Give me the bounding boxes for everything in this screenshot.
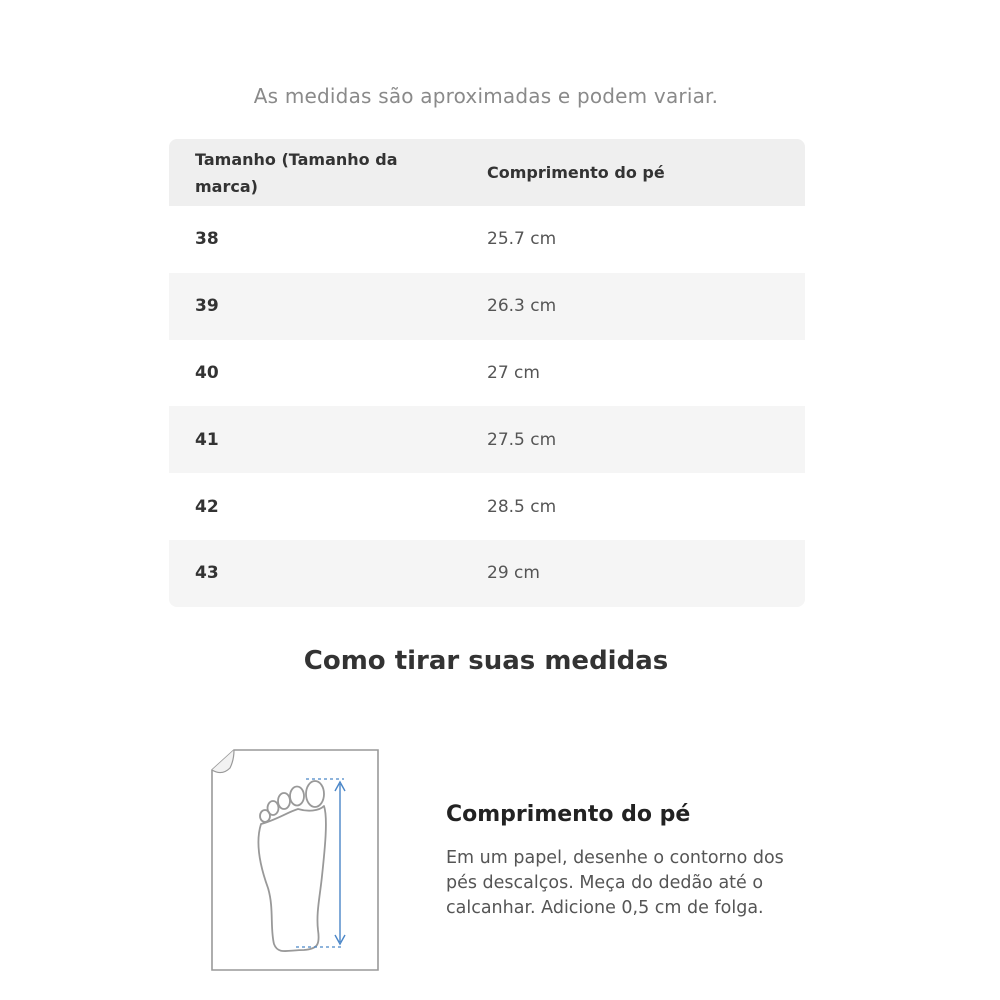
- table-row: [169, 406, 805, 473]
- table-row: [169, 273, 805, 340]
- length-cell: 25.7 cm: [487, 229, 557, 250]
- foot-length-heading: Comprimento do pé: [446, 802, 691, 827]
- length-cell: 26.3 cm: [487, 296, 557, 317]
- foot-outline-icon: [208, 748, 384, 974]
- size-cell: 40: [195, 362, 219, 383]
- length-cell: 29 cm: [487, 563, 540, 584]
- table-row: [169, 473, 805, 540]
- size-cell: 39: [195, 296, 219, 317]
- how-to-measure-title: Como tirar suas medidas: [303, 646, 669, 676]
- table-row: [169, 206, 805, 273]
- table-header-row: [169, 139, 805, 206]
- size-table: [169, 139, 805, 607]
- length-cell: 28.5 cm: [487, 496, 557, 517]
- table-row: [169, 540, 805, 607]
- column-header-size: Tamanho (Tamanho da marca): [195, 149, 398, 196]
- length-cell: 27 cm: [487, 362, 540, 383]
- length-cell: 27.5 cm: [487, 429, 557, 450]
- disclaimer-text: As medidas são aproximadas e podem variar.: [253, 84, 719, 108]
- size-cell: 42: [195, 496, 219, 517]
- size-cell: 43: [195, 563, 219, 584]
- column-header-length: Comprimento do pé: [487, 163, 665, 182]
- table-row: [169, 340, 805, 407]
- size-cell: 41: [195, 429, 219, 450]
- foot-measure-illustration: [208, 748, 384, 974]
- size-cell: 38: [195, 229, 219, 250]
- foot-length-instructions: Em um papel, desenhe o contorno dos pés descalços. Meça do dedão até o calcanhar. Adicione 0,5 cm de folga.: [446, 848, 784, 918]
